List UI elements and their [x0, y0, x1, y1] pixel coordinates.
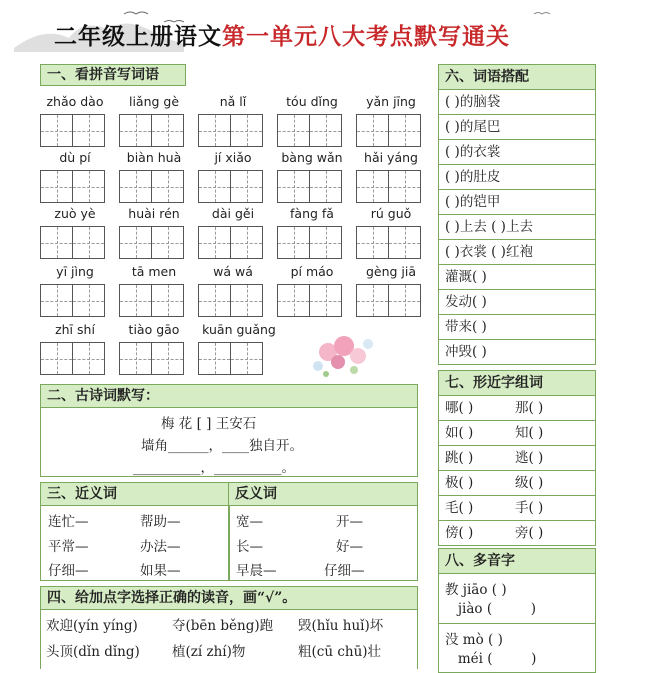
writing-box[interactable] [40, 226, 108, 260]
pinyin: pí máo [290, 264, 334, 279]
antonym-item: 仔细— [324, 563, 365, 579]
flower-decoration [306, 330, 386, 382]
writing-box[interactable] [198, 114, 266, 148]
pronunciation-item[interactable]: 毁(hǐu huǐ)坏 [298, 618, 384, 634]
collocation-row[interactable]: ( )的肚皮 [438, 165, 596, 190]
writing-box[interactable] [277, 226, 345, 260]
writing-box[interactable] [277, 284, 345, 318]
writing-box[interactable] [356, 114, 424, 148]
similar-char-a: 哪( ) [445, 400, 474, 416]
poem-box [40, 407, 418, 477]
pronunciation-item[interactable]: 粗(cū chū)壮 [298, 644, 382, 660]
pinyin-row-4 [38, 264, 438, 284]
pinyin: bàng wǎn [281, 150, 343, 165]
writing-box[interactable] [40, 114, 108, 148]
sec7-heading: 七、形近字组词 [438, 370, 596, 396]
pinyin: jí xiǎo [214, 150, 252, 165]
similar-char-row[interactable] [438, 421, 596, 446]
sec4-heading: 四、给加点字选择正确的读音，画“√”。 [40, 586, 418, 610]
sec3-heading-left: 三、近义词 [40, 482, 230, 506]
polyphone-box-1 [438, 574, 596, 624]
collocation-row[interactable]: 带来( ) [438, 315, 596, 340]
polyphone-item[interactable]: jiào ( ) [445, 601, 536, 617]
sec3-heading-right: 反义词 [228, 482, 418, 506]
pinyin: huài rén [128, 206, 180, 221]
polyphone-item[interactable]: 教 jiāo ( ) [445, 582, 507, 598]
collocation-row[interactable]: ( )衣裳 ( )红袍 [438, 240, 596, 265]
writing-box[interactable] [119, 226, 187, 260]
poem-title: 梅 花 [ ] 王安石 [161, 416, 257, 432]
similar-char-row[interactable] [438, 521, 596, 546]
writing-box[interactable] [119, 342, 187, 376]
writing-box[interactable] [119, 284, 187, 318]
pinyin: tā men [131, 264, 177, 279]
sec6-heading: 六、词语搭配 [438, 64, 596, 90]
pinyin-row-2 [38, 150, 438, 170]
antonym-item: 好— [336, 539, 363, 555]
sec8-heading: 八、多音字 [438, 548, 596, 574]
pinyin: rú guǒ [370, 206, 412, 221]
writing-box[interactable] [356, 170, 424, 204]
writing-box[interactable] [40, 170, 108, 204]
antonym-item: 开— [336, 514, 363, 530]
similar-char-row[interactable] [438, 446, 596, 471]
pinyin: liǎng gè [128, 94, 180, 109]
collocation-row[interactable]: 发动( ) [438, 290, 596, 315]
synonym-item: 连忙— [48, 514, 89, 530]
writing-box[interactable] [40, 342, 108, 376]
writing-box[interactable] [119, 114, 187, 148]
pinyin: wá wá [213, 264, 253, 279]
writing-box[interactable] [198, 226, 266, 260]
similar-char-a: 如( ) [445, 425, 474, 441]
pronunciation-item[interactable]: 植(zí zhí)物 [172, 644, 246, 660]
similar-char-b: 级( ) [515, 475, 544, 491]
similar-char-a: 傍( ) [445, 525, 474, 541]
collocation-row[interactable]: ( )的铠甲 [438, 190, 596, 215]
collocation-row[interactable]: 冲毁( ) [438, 340, 596, 365]
pinyin: hǎi yáng [364, 150, 418, 165]
collocation-row[interactable]: ( )的衣裳 [438, 140, 596, 165]
similar-char-a: 极( ) [445, 475, 474, 491]
collocation-row[interactable]: ( )的尾巴 [438, 115, 596, 140]
synonym-item: 办法— [140, 539, 181, 555]
pinyin: yǎn jīng [366, 94, 416, 109]
similar-char-b: 知( ) [515, 425, 544, 441]
synonym-item: 仔细— [48, 563, 89, 579]
similar-char-row[interactable] [438, 396, 596, 421]
polyphone-item[interactable]: 没 mò ( ) [445, 632, 503, 648]
right-column [438, 64, 596, 667]
similar-char-b: 那( ) [515, 400, 544, 416]
pinyin: zuò yè [54, 206, 96, 221]
poem-line-1: 墙角______，____独自开。 [141, 438, 303, 454]
writing-box[interactable] [198, 284, 266, 318]
pinyin: biàn huà [126, 150, 182, 165]
polyphone-box-2 [438, 623, 596, 673]
writing-box[interactable] [356, 284, 424, 318]
pinyin: fàng fǎ [290, 206, 334, 221]
pinyin: zhǎo dào [46, 94, 104, 109]
similar-char-b: 逃( ) [515, 450, 544, 466]
synonym-item: 平常— [48, 539, 89, 555]
pinyin: nǎ lǐ [219, 94, 247, 109]
worksheet [14, 0, 654, 667]
pinyin: dù pí [59, 150, 91, 165]
antonym-item: 早晨— [236, 563, 277, 579]
similar-char-b: 手( ) [515, 500, 544, 516]
pinyin: tiào gāo [128, 322, 180, 337]
similar-char-row[interactable] [438, 471, 596, 496]
title-part1: 二年级上册语文 [54, 23, 222, 50]
sec1-heading: 一、看拼音写词语 [40, 64, 186, 86]
writing-box[interactable] [198, 170, 266, 204]
collocation-row[interactable]: 灌溉( ) [438, 265, 596, 290]
antonym-item: 宽— [236, 514, 263, 530]
pinyin-row-1 [38, 94, 438, 114]
page-title [54, 18, 510, 51]
writing-box[interactable] [198, 342, 266, 376]
synonym-item: 帮助— [140, 514, 181, 530]
pinyin: tóu dǐng [286, 94, 338, 109]
similar-char-a: 跳( ) [445, 450, 474, 466]
antonym-item: 长— [236, 539, 263, 555]
writing-box[interactable] [356, 226, 424, 260]
pinyin-row-3 [38, 206, 438, 226]
collocation-row[interactable]: ( )的脑袋 [438, 90, 596, 115]
pronunciation-item[interactable]: 头顶(dǐn dǐng) [46, 644, 140, 660]
title-bar [14, 8, 654, 54]
writing-box[interactable] [40, 284, 108, 318]
poem-line-2: __________，__________。 [133, 460, 295, 476]
similar-char-a: 毛( ) [445, 500, 474, 516]
pronunciation-item[interactable]: 夺(bēn běng)跑 [172, 618, 274, 634]
similar-char-b: 旁( ) [515, 525, 544, 541]
title-part2: 第一单元八大考点默写通关 [222, 23, 510, 50]
pinyin: gèng jiā [365, 264, 417, 279]
pinyin: yī jìng [56, 264, 94, 279]
sec2-heading: 二、古诗词默写： [40, 384, 418, 408]
similar-char-row[interactable] [438, 496, 596, 521]
writing-box[interactable] [119, 170, 187, 204]
collocation-row[interactable]: ( )上去 ( )上去 [438, 215, 596, 240]
writing-box[interactable] [277, 114, 345, 148]
pinyin: zhī shí [55, 322, 95, 337]
polyphone-item[interactable]: méi ( ) [445, 651, 537, 667]
pronunciation-item[interactable]: 欢迎(yín yíng) [46, 618, 138, 634]
pinyin: dài gěi [211, 206, 255, 221]
synonym-item: 如果— [140, 563, 181, 579]
writing-box[interactable] [277, 170, 345, 204]
pinyin: kuān guǎng [202, 322, 276, 337]
